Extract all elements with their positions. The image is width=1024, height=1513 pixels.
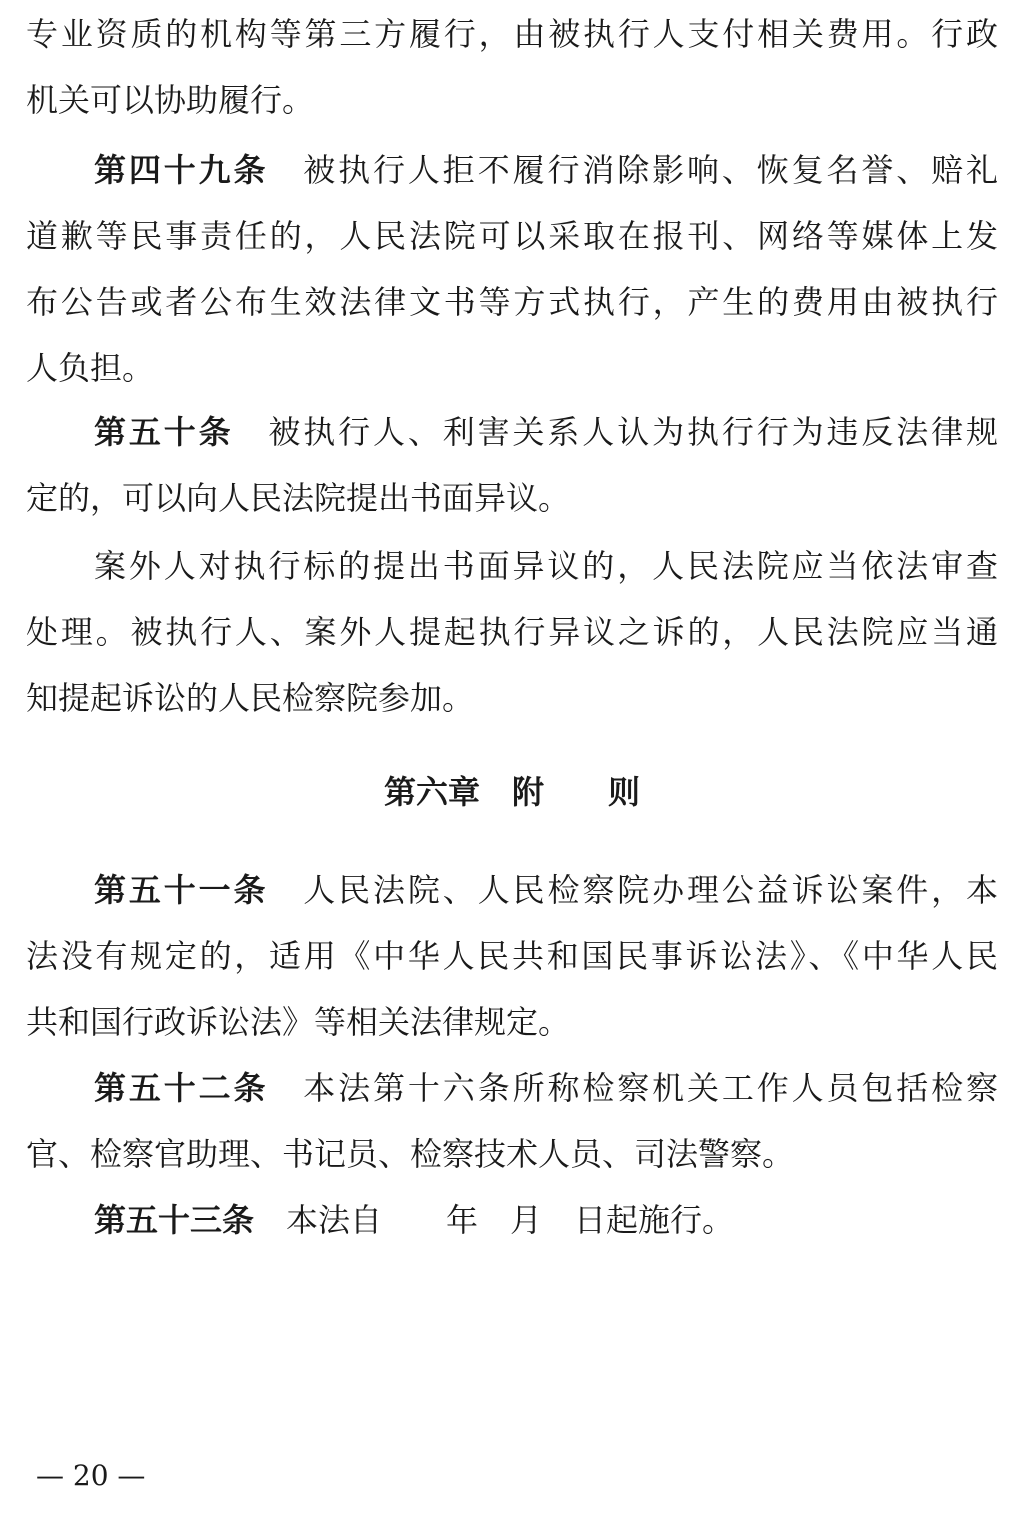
paragraph-line: 法没有规定的，适用《中华人民共和国民事诉讼法》、《中华人民 (26, 937, 998, 975)
article-50-text: 被执行人、利害关系人认为执行行为违反法律规 (268, 413, 998, 451)
paragraph-line: 处理。被执行人、案外人提起执行异议之诉的，人民法院应当通 (26, 613, 998, 651)
paragraph-line: 案外人对执行标的提出书面异议的，人民法院应当依法审查 (94, 547, 998, 585)
paragraph-line: 共和国行政诉讼法》等相关法律规定。 (26, 1003, 571, 1041)
article-53-text: 本法自 年 月 日起施行。 (286, 1201, 735, 1239)
paragraph-line: 机关可以协助履行。 (26, 81, 315, 119)
article-50-line (26, 412, 998, 452)
page-number: — 20 — (36, 1459, 146, 1492)
article-52-text: 本法第十六条所称检察机关工作人员包括检察 (303, 1069, 998, 1107)
article-50-heading: 第五十条 (94, 413, 234, 451)
paragraph-line: 人负担。 (26, 349, 155, 387)
article-53-heading: 第五十三条 (94, 1201, 255, 1239)
article-52-heading: 第五十二条 (94, 1069, 269, 1107)
article-53-line (26, 1200, 998, 1240)
paragraph-line: 布公告或者公布生效法律文书等方式执行，产生的费用由被执行 (26, 283, 998, 321)
paragraph-line: 知提起诉讼的人民检察院参加。 (26, 679, 475, 717)
article-49-text: 被执行人拒不履行消除影响、恢复名誉、赔礼 (303, 151, 998, 189)
article-49-heading: 第四十九条 (94, 151, 269, 189)
chapter-heading: 第六章 附 则 (383, 773, 640, 811)
article-52-line (26, 1068, 998, 1108)
paragraph-line: 道歉等民事责任的，人民法院可以采取在报刊、网络等媒体上发 (26, 217, 998, 255)
paragraph-line: 专业资质的机构等第三方履行，由被执行人支付相关费用。行政 (26, 15, 998, 53)
article-51-line (26, 870, 998, 910)
article-49-line (26, 150, 998, 190)
paragraph-line: 定的，可以向人民法院提出书面异议。 (26, 479, 571, 517)
article-51-heading: 第五十一条 (94, 871, 269, 909)
article-51-text: 人民法院、人民检察院办理公益诉讼案件，本 (303, 871, 998, 909)
paragraph-line: 官、检察官助理、书记员、检察技术人员、司法警察。 (26, 1135, 795, 1173)
